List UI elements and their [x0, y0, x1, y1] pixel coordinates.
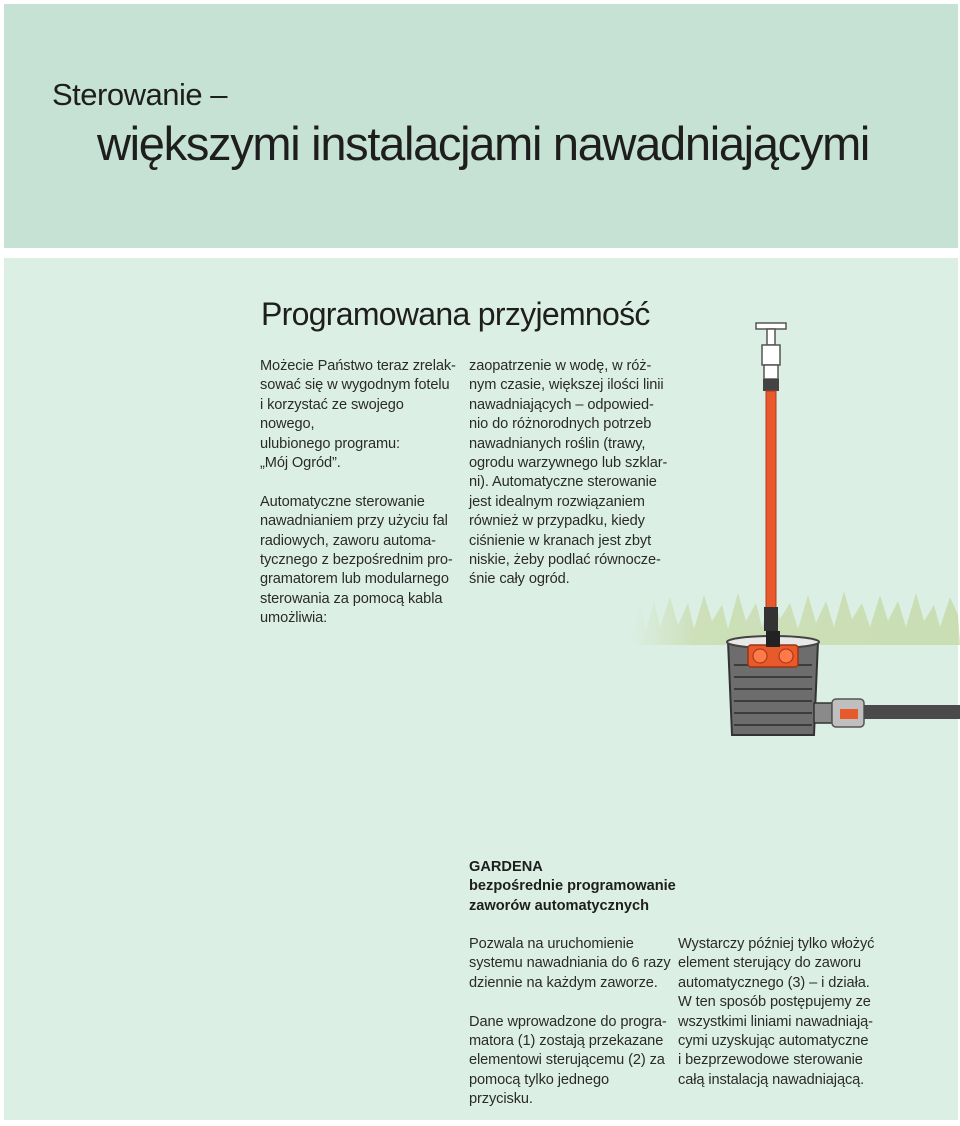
page-title: większymi instalacjami nawadniającymi	[97, 117, 870, 170]
irrigation-illustration	[620, 315, 960, 750]
page-title-prefix: Sterowanie –	[52, 77, 227, 112]
tap-icon	[756, 323, 786, 391]
vertical-hose	[766, 391, 776, 611]
product-text-right: Wystarczy później tylko włożyć element sterujący do zaworu automatycznego (3) – i działa. W ten sposób postępujemy ze wszystkimi liniami nawadniają- cymi uzyskując automatyczne i bezprzewodowe sterowanie całą instalacją nawadniającą.	[678, 936, 875, 1088]
valve-box-icon	[727, 631, 819, 735]
product-heading: GARDENA bezpośrednie programowanie zaworów automatycznych	[469, 859, 676, 914]
section-title: Programowana przyjemność	[261, 296, 650, 332]
intro-text-left: Możecie Państwo teraz zrelak- sować się w wygodnym fotelu i korzystać ze swojego nowego, ulubionego programu: „Mój Ogród”. Automatyczne sterowanie nawadnianiem przy użyciu fal radiowych, zaworu automa- tycznego z bezpośrednim pro- gramatorem lub modularnego sterowania za pomocą kabla umożliwia:	[260, 358, 456, 627]
product-text-left: Pozwala na uruchomienie systemu nawadniania do 6 razy dziennie na każdym zaworze. Dane wprowadzone do progra- matora (1) zostają przekazane elementowi sterującemu (2) za pomocą tylko jednego przycisku.	[469, 936, 671, 1108]
intro-text-right: zaopatrzenie w wodę, w róż- nym czasie, większej ilości linii nawadniających – odpowied- nio do różnorodnych potrzeb nawadnianych roślin (trawy, ogrodu warzywnego lub szklar- ni). Automatyczne sterowanie jest idealnym rozwiązaniem również w przypadku, kiedy ciśnienie w kranach jest zbyt niskie, żeby podlać równocze- śnie cały ogród.	[469, 358, 668, 588]
outlet-pipe	[814, 699, 960, 727]
